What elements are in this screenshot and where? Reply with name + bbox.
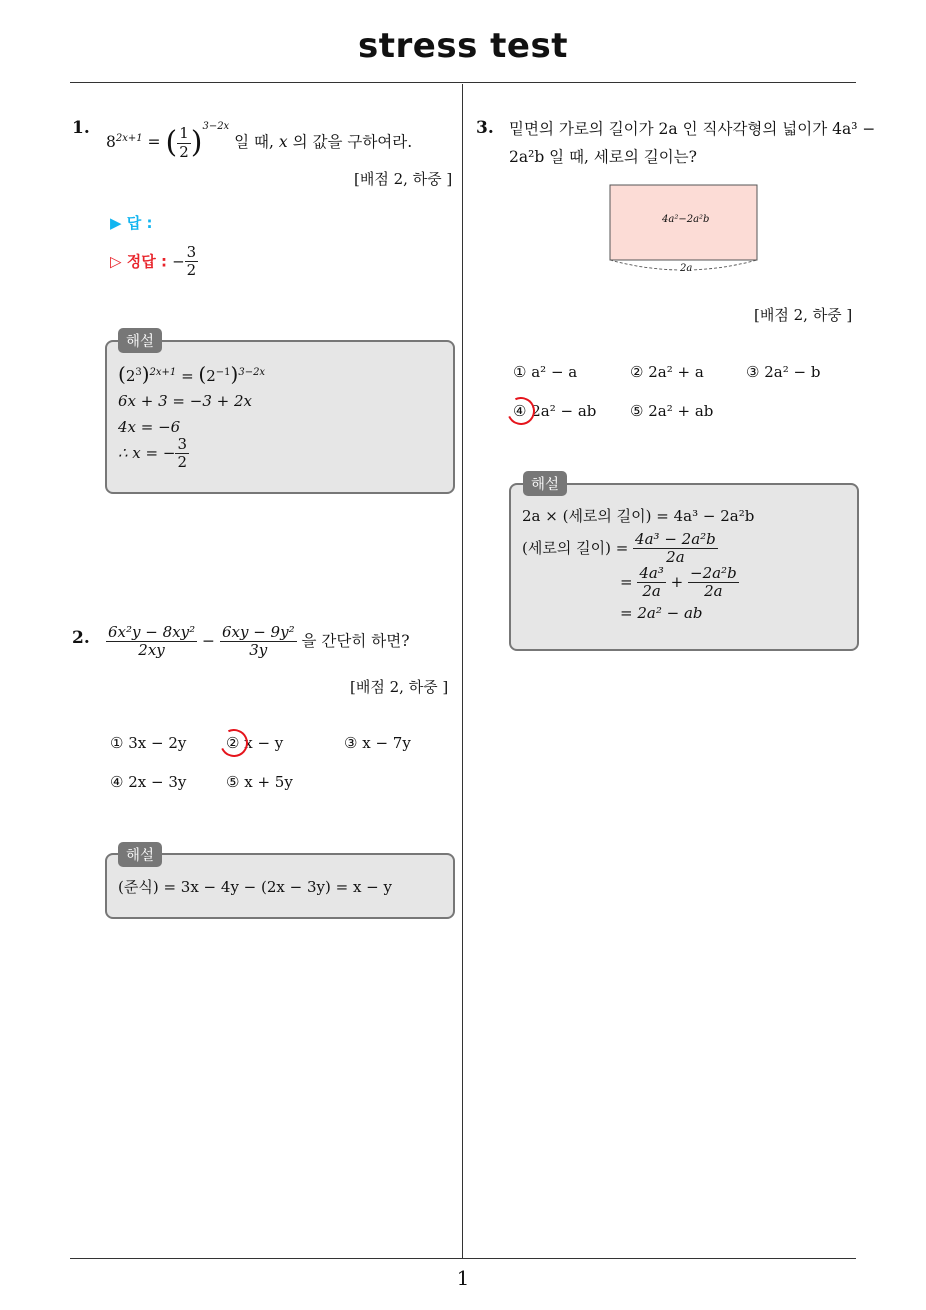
q3-selected-circle-icon	[503, 393, 539, 429]
q2-choice-2[interactable]: ② x − y	[226, 734, 284, 752]
q2-frac1-num: 6x²y − 8xy²	[108, 623, 196, 641]
page-number: 1	[456, 1266, 470, 1290]
q3-stem-line-1: 밑면의 가로의 길이가 2a 인 직사각형의 넓이가 4a³ −	[509, 120, 876, 138]
q3-sol-line-4: = 2a² − ab	[620, 604, 703, 622]
header-rule	[70, 82, 856, 83]
q3-figure-base: 2a	[680, 263, 693, 274]
q3-score: [배점 2, 하중 ]	[754, 306, 853, 324]
q1-answer-label: ▶ 답 :	[110, 214, 153, 232]
q2-frac2-den: 3y	[249, 641, 268, 660]
q3-choice-1[interactable]: ① a² − a	[513, 363, 578, 381]
column-divider	[462, 84, 463, 1258]
q1-suffix2: 의 값을 구하여라.	[292, 133, 413, 151]
q1-sol-line-4-text: ∴ x = −	[118, 443, 176, 462]
q3-sol-line-1: 2a × (세로의 길이) = 4a³ − 2a²b	[522, 507, 755, 525]
q3-number: 3.	[476, 118, 494, 138]
q1-sol-line-2: 6x + 3 = −3 + 2x	[118, 392, 252, 410]
q2-suffix: 을 간단히 하면?	[301, 631, 410, 650]
q2-frac1-den: 2xy	[138, 641, 165, 660]
q1-solution-tab: 해설	[118, 328, 162, 353]
q3-sol-frac1-num: 4a³ − 2a²b	[635, 530, 716, 548]
q3-sol-line-2-left: (세로의 길이) =	[522, 538, 629, 557]
q1-suffix: 일 때,	[234, 133, 274, 151]
q3-sol-frac3-den: 2a	[704, 582, 723, 601]
q1-correct-label: ▷ 정답 :	[110, 252, 167, 271]
q2-selected-circle-icon	[216, 725, 252, 761]
q3-sol-frac3-num: −2a²b	[690, 564, 737, 582]
q2-choice-1[interactable]: ① 3x − 2y	[110, 734, 187, 752]
footer-rule	[70, 1258, 856, 1259]
q1-var: x	[278, 133, 288, 151]
q2-choice-4[interactable]: ④ 2x − 3y	[110, 773, 187, 791]
q1-stem	[106, 116, 412, 170]
q1-number: 1.	[72, 118, 90, 138]
q3-sol-line-2	[522, 531, 718, 567]
q2-number: 2.	[72, 628, 90, 648]
q3-figure-label: 4a²−2a²b	[662, 214, 710, 225]
q3-sol-plus: +	[670, 572, 684, 591]
q1-sol-line-3: 4x = −6	[118, 418, 181, 436]
q3-sol-eq: =	[620, 572, 633, 591]
q2-choice-3[interactable]: ③ x − 7y	[344, 734, 411, 752]
q1-score: [배점 2, 하중 ]	[354, 170, 453, 188]
q3-sol-frac2-den: 2a	[642, 582, 661, 601]
q3-sol-line-3	[620, 565, 739, 601]
q1-correct-num: 3	[186, 243, 197, 261]
q2-frac2-num: 6xy − 9y²	[221, 623, 295, 641]
q1-equation: $8^{2x+1}$ = ( $\frac{1}{2}$ )$^{3-2x}$	[106, 121, 230, 161]
q1-sol-line-4: ∴ x = − $\frac{3}{2}$	[118, 435, 187, 472]
q3-choice-2[interactable]: ② 2a² + a	[630, 363, 704, 381]
q2-stem	[106, 624, 410, 660]
page-title: stress test	[358, 26, 568, 66]
q2-minus: −	[202, 631, 216, 650]
q3-solution-tab: 해설	[523, 471, 567, 496]
q1-sol-line-1: $(2^3)^{2x+1} = (2^{-1})^{3-2x}$	[118, 362, 266, 386]
q2-choice-5[interactable]: ⑤ x + 5y	[226, 773, 293, 791]
q3-stem-line-2: 2a²b 일 때, 세로의 길이는?	[509, 148, 697, 166]
q3-sol-frac2-num: 4a³	[639, 564, 664, 582]
q3-choice-4[interactable]: ④ 2a² − ab	[513, 402, 597, 420]
q1-correct	[110, 244, 198, 280]
q3-sol-frac1-den: 2a	[666, 548, 685, 567]
q2-sol-line: (준식) = 3x − 4y − (2x − 3y) = x − y	[118, 878, 392, 896]
q1-correct-sign: −	[172, 252, 185, 271]
q2-solution-tab: 해설	[118, 842, 162, 867]
q3-choice-5[interactable]: ⑤ 2a² + ab	[630, 402, 714, 420]
q1-correct-den: 2	[186, 261, 197, 280]
q2-score: [배점 2, 하중 ]	[350, 678, 449, 696]
q3-choice-3[interactable]: ③ 2a² − b	[746, 363, 821, 381]
